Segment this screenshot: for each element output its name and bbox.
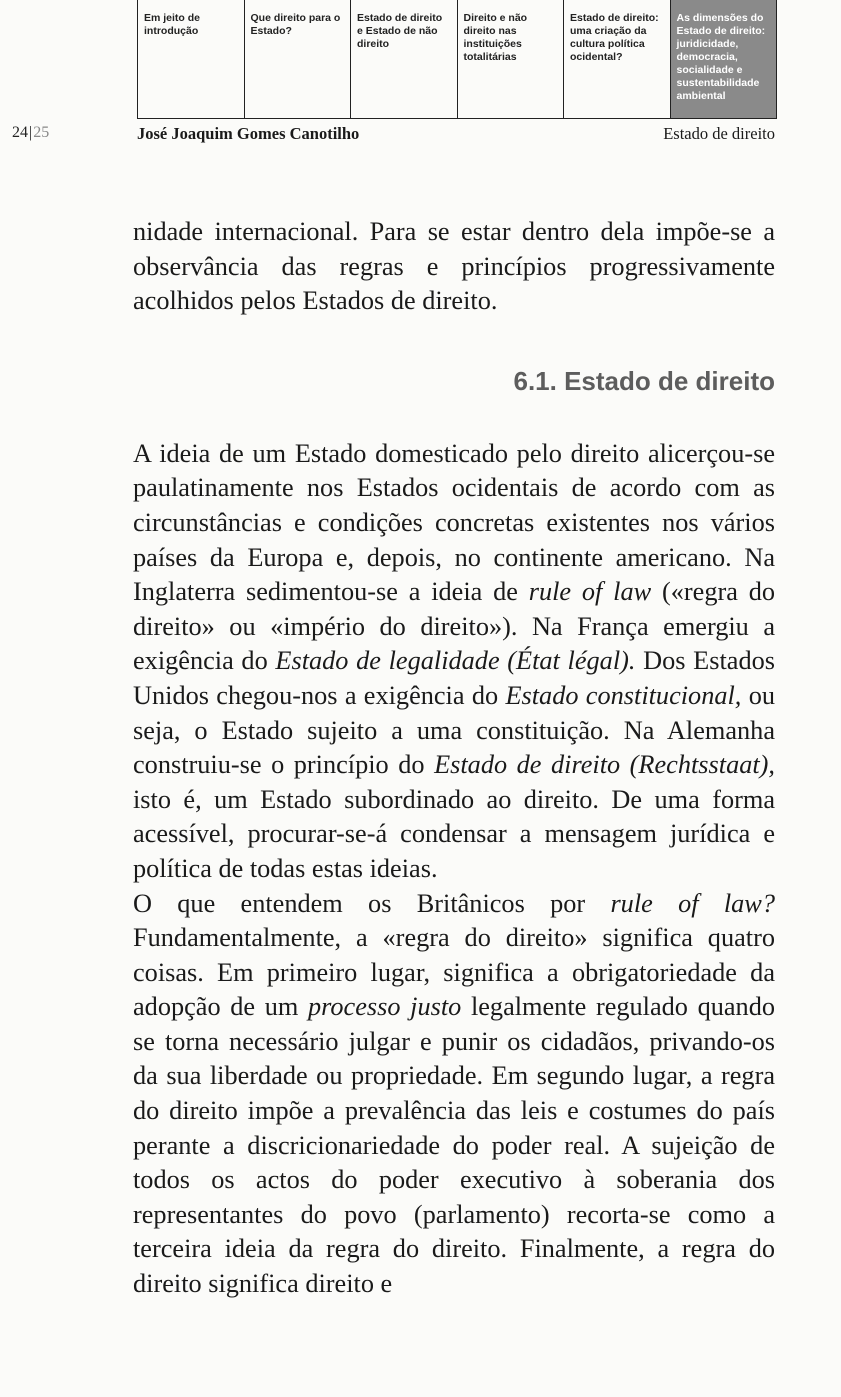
italic-term: Estado constitucional, xyxy=(505,680,742,710)
text-run: Dos Estados Unidos chegou-nos a exigência do xyxy=(133,646,775,710)
text-run: Fundamentalmente, a «regra do direito» significa quatro coisas. Em primeiro lugar, significa a obrigatoriedade da adopção de um xyxy=(133,923,775,1022)
italic-term: Estado de direito (Rechtsstaat), xyxy=(434,750,776,780)
tab-introducao[interactable]: Em jeito de introdução xyxy=(137,0,244,118)
paragraph-rule-of-law-origins xyxy=(133,437,775,887)
text-run: («regra do direito» ou «império do direito»). Na França emergiu a exigência do xyxy=(133,577,775,676)
italic-term: Estado de legalidade (État légal). xyxy=(275,646,636,676)
tab-que-direito[interactable]: Que direito para o Estado? xyxy=(244,0,351,118)
intro-paragraph: nidade internacional. Para se estar dentro dela impõe-se a observância das regras e princípios progressivamente acolhidos pelos Estados de direito. xyxy=(133,217,775,316)
italic-term: rule of law? xyxy=(610,888,775,918)
tab-estado-de-direito-e-nao-direito[interactable]: Estado de direito e Estado de não direito xyxy=(350,0,457,118)
section-title: 6.1. Estado de direito xyxy=(513,365,775,396)
italic-term: processo justo xyxy=(307,992,462,1022)
text-run: isto é, um Estado subordinado ao direito. De uma forma acessível, procurar-se-á condensar a mensagem jurídica e política de todas estas ideias. xyxy=(133,784,775,883)
tab-dimensoes-estado-de-direito[interactable]: As dimensões do Estado de direito: juridicidade, democracia, socialidade e sustentabilidade ambiental xyxy=(670,0,778,118)
text-run: legalmente regulado quando se torna necessário julgar e punir os cidadãos, privando-os da sua liberdade ou propriedade. Em segundo lugar, a regra do direito impõe a prevalência das leis e costumes do país perante a discricionariedade do poder real. A sujeição de todos os actos do poder executivo à soberania dos representantes do povo (parlamento) recorta-se como a terceira ideia da regra do direito. Finalmente, a regra do direito significa direito e xyxy=(133,992,776,1299)
chapter-tabs xyxy=(137,0,777,118)
running-title: Estado de direito xyxy=(663,124,775,143)
page-body xyxy=(133,215,775,1302)
paragraph-british-rule-of-law xyxy=(133,887,775,1302)
tab-cultura-politica-ocidental[interactable]: Estado de direito: uma criação da cultura política ocidental? xyxy=(563,0,670,118)
italic-term: rule of law xyxy=(528,577,652,607)
page-number-separator: | xyxy=(29,124,33,141)
running-header xyxy=(0,120,841,148)
text-run: ou seja, o Estado sujeito a uma constituição. Na Alemanha construiu-se o princípio do xyxy=(133,680,775,780)
tab-instituicoes-totalitarias[interactable]: Direito e não direito nas instituições totalitárias xyxy=(457,0,564,118)
page-number-current: 24 xyxy=(12,124,28,141)
page-number-next: 25 xyxy=(33,124,50,141)
page-number xyxy=(12,124,49,142)
text-run: O que entendem os Britânicos por xyxy=(133,888,611,918)
author-name: José Joaquim Gomes Canotilho xyxy=(137,124,360,143)
tabs-divider xyxy=(137,118,777,119)
text-run: A ideia de um Estado domesticado pelo direito alicerçou-se paulatinamente nos Estados ocidentais de acordo com as circunstâncias e condições concretas existentes nos vários países da Europa e, depois, no continente americano. Na Inglaterra sedimentou-se a ideia de xyxy=(133,438,775,607)
